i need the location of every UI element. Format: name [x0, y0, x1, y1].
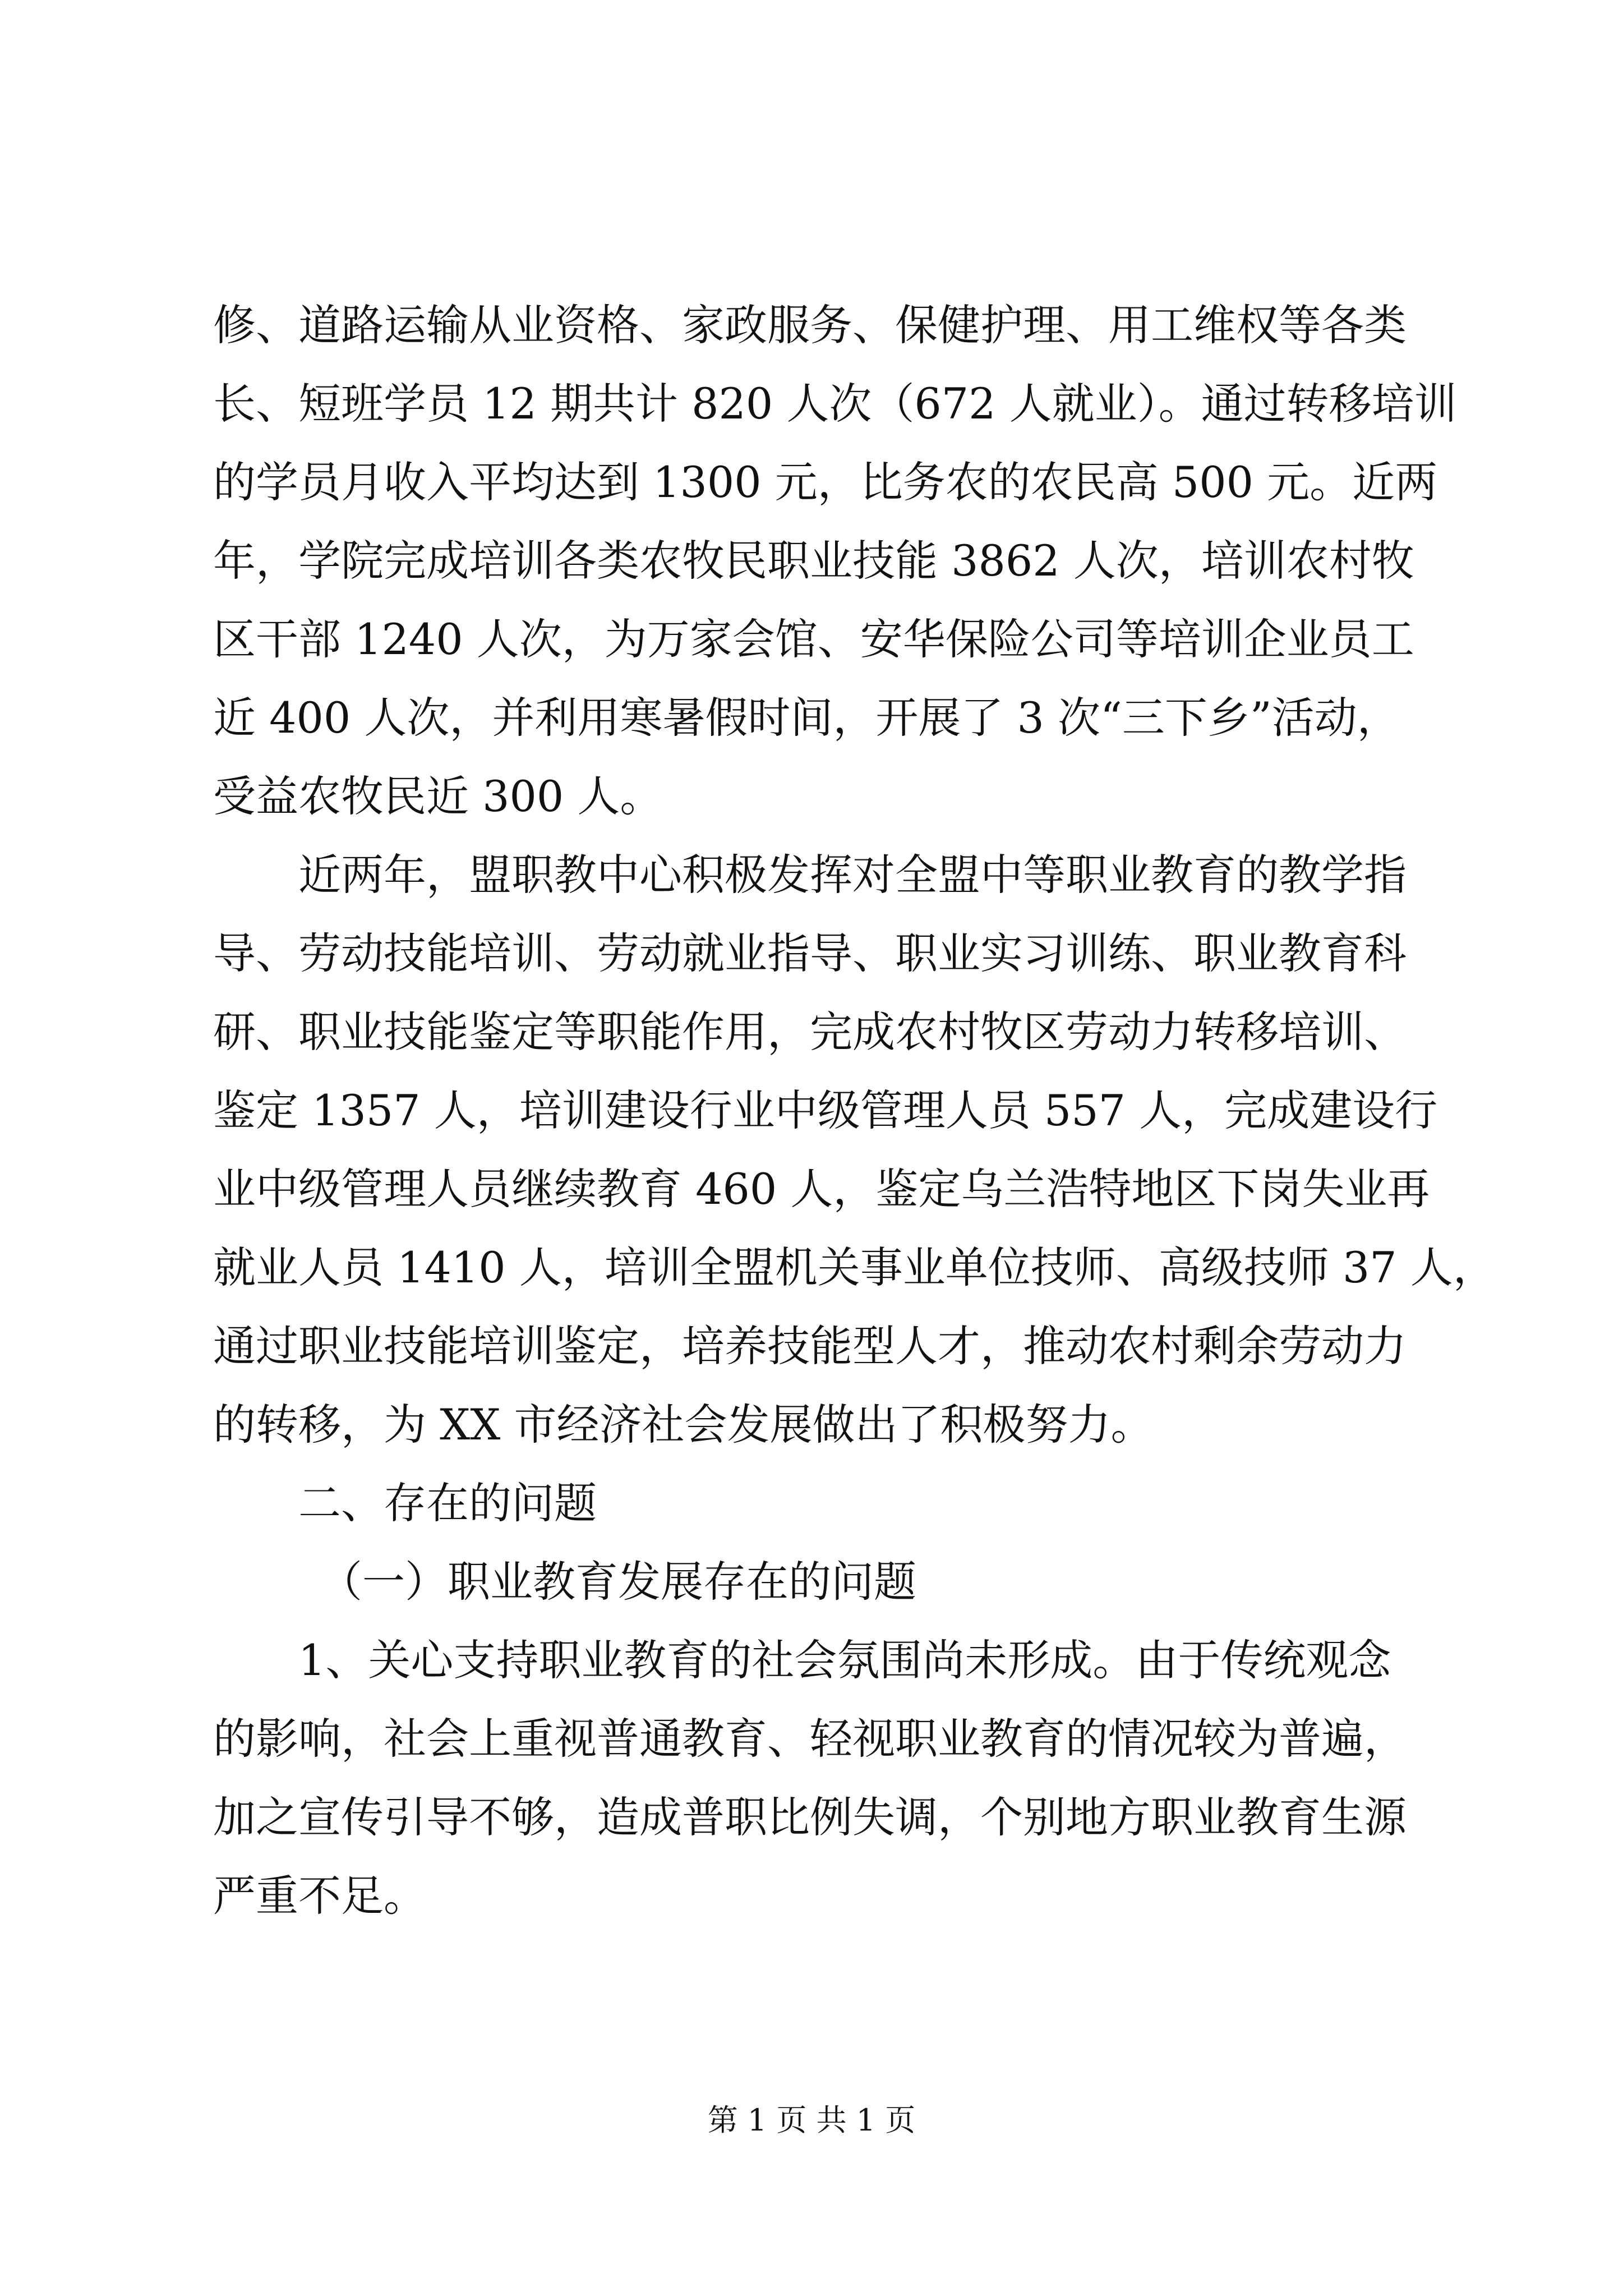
paragraph-line: 业中级管理人员继续教育 460 人，鉴定乌兰浩特地区下岗失业再 [213, 1164, 1430, 1214]
paragraph-line: 修、道路运输从业资格、家政服务、保健护理、用工维权等各类 [213, 300, 1407, 350]
section-heading: 二、存在的问题 [298, 1478, 597, 1528]
paragraph-line: 导、劳动技能培训、劳动就业指导、职业实习训练、职业教育科 [213, 928, 1407, 978]
paragraph-line: 受益农牧民近 300 人。 [213, 771, 663, 821]
document-body [213, 286, 1496, 1935]
paragraph-line: 1、关心支持职业教育的社会氛围尚未形成。由于传统观念 [298, 1635, 1391, 1685]
page-footer [0, 2098, 1623, 2143]
paragraph-line: 的学员月收入平均达到 1300 元，比务农的农民高 500 元。近两 [213, 457, 1438, 507]
paragraph-line: 鉴定 1357 人，培训建设行业中级管理人员 557 人，完成建设行 [213, 1085, 1438, 1135]
paragraph-line: 近两年，盟职教中心积极发挥对全盟中等职业教育的教学指 [298, 850, 1407, 900]
paragraph-line: 研、职业技能鉴定等职能作用，完成农村牧区劳动力转移培训、 [213, 1007, 1407, 1057]
subsection-heading: （一）职业教育发展存在的问题 [320, 1557, 916, 1607]
paragraph-line: 严重不足。 [213, 1871, 426, 1921]
paragraph-line: 年，学院完成培训各类农牧民职业技能 3862 人次，培训农村牧 [213, 536, 1414, 586]
page-number: 第 1 页 共 1 页 [707, 2102, 916, 2138]
paragraph-line: 通过职业技能培训鉴定，培养技能型人才，推动农村剩余劳动力 [213, 1321, 1407, 1371]
paragraph-line: 加之宣传引导不够，造成普职比例失调，个别地方职业教育生源 [213, 1792, 1407, 1842]
paragraph-line: 就业人员 1410 人，培训全盟机关事业单位技师、高级技师 37 人， [213, 1243, 1496, 1292]
paragraph-line: 长、短班学员 12 期共计 820 人次（672 人就业）。通过转移培训 [213, 379, 1457, 429]
paragraph-line: 的转移，为 XX 市经济社会发展做出了积极努力。 [213, 1400, 1154, 1450]
paragraph-line: 近 400 人次，并利用寒暑假时间，开展了 3 次“三下乡”活动， [213, 693, 1400, 743]
paragraph-line: 区干部 1240 人次，为万家会馆、安华保险公司等培训企业员工 [213, 614, 1414, 664]
paragraph-line: 的影响，社会上重视普通教育、轻视职业教育的情况较为普遍， [213, 1714, 1407, 1764]
